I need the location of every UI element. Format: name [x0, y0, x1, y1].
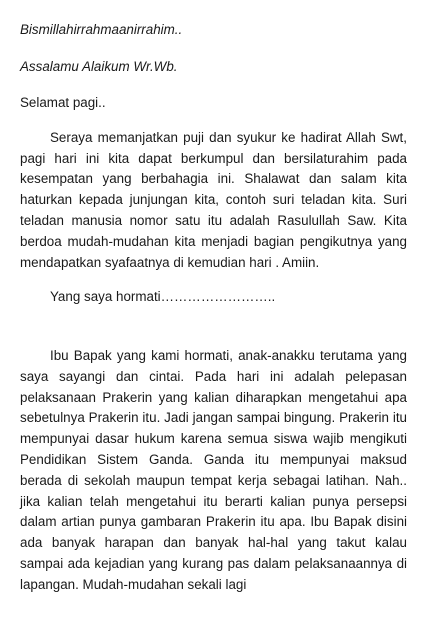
honorific-line: Yang saya hormati……………………..: [50, 289, 276, 305]
bismillah-line: Bismillahirrahmaanirrahim..: [20, 22, 183, 37]
opening-paragraph: Seraya memanjatkan puji dan syukur ke hadirat Allah Swt, pagi hari ini kita dapat berkumpul dan bersilaturahim pada kesempatan yang berbahagia ini. Shalawat dan salam kita haturkan kepada junjungan kita, contoh suri teladan kita. Suri teladan manusia nomor satu itu adalah Rasulullah Saw. Kita berdoa mudah-mudahan kita menjadi bagian pengikutnya yang mendapatkan syafaatnya di kemudian hari . Amiin.: [20, 129, 407, 270]
morning-greeting: Selamat pagi..: [20, 95, 106, 111]
salam-line: Assalamu Alaikum Wr.Wb.: [20, 58, 178, 74]
main-paragraph: Ibu Bapak yang kami hormati, anak-anakku terutama yang saya sayangi dan cintai. Pada hari ini adalah pelepasan pelaksanaan Prakerin yang kalian diharapkan mengetahui apa sebetulnya Prakerin itu. Jadi jangan sampai bingung. Prakerin itu mempunyai dasar hukum karena semua siswa wajib mengikuti Pendidikan Sistem Ganda. Ganda itu mempunyai maksud berada di sekolah maupun tempat kerja sebagai latihan. Nah.. jika kalian telah mengetahui itu berarti kalian punya persepsi dalam artian punya gambaran Prakerin itu apa. Ibu Bapak disini ada banyak harapan dan banyak hal-hal yang takut kalau sampai ada kejadian yang kurang pas dalam pelaksanaannya di lapangan. Mudah-mudahan sekali lagi: [20, 347, 407, 592]
